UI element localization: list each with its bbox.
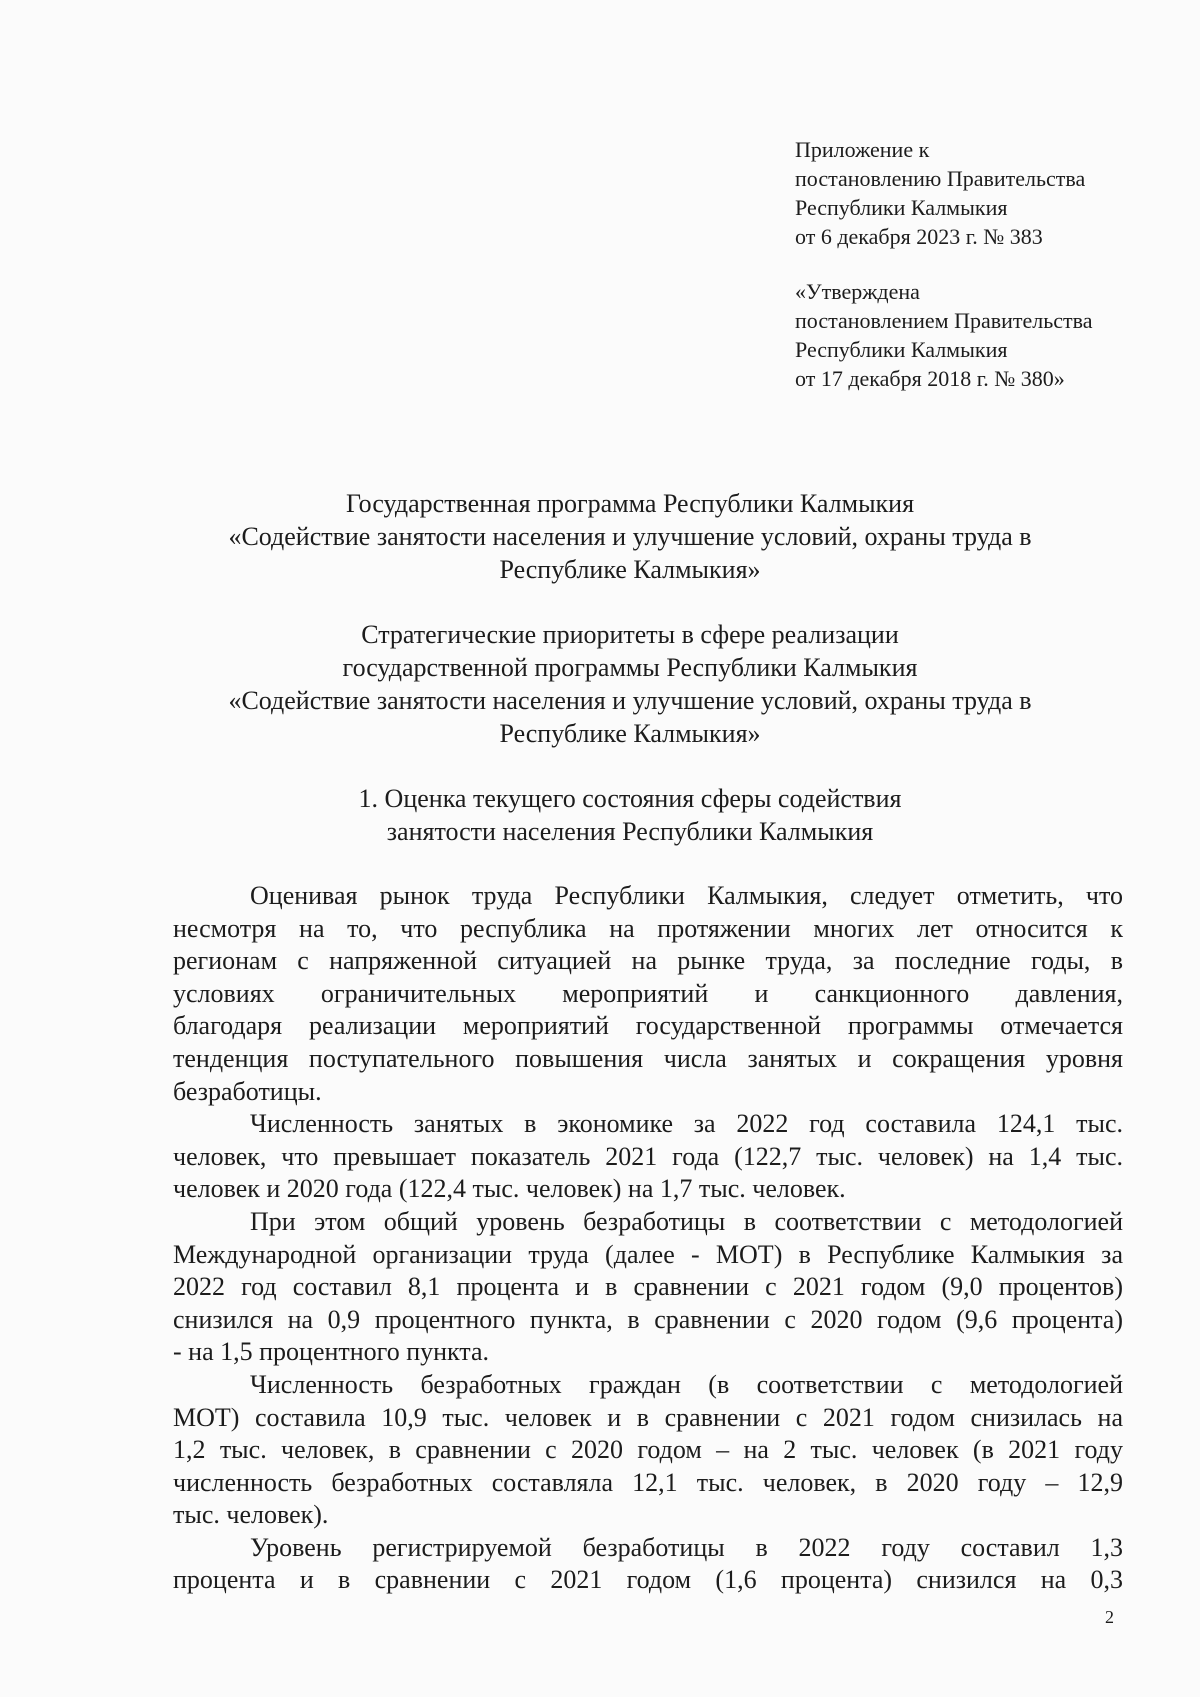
program-title [150,487,1110,586]
text-line: Оценивая рынок труда Республики Калмыкия, следует отметить, что [250,881,1123,910]
approval-note-line: от 17 декабря 2018 г. № 380» [795,366,1065,391]
priorities-title-line: Республике Калмыкия» [499,719,761,748]
approval-note-line: «Утверждена [795,279,920,304]
text-line: МОТ) составила 10,9 тыс. человек и в сравнении с 2021 годом снизилась на [173,1402,1123,1432]
appendix-note-line: Приложение к [795,137,930,162]
appendix-note-line: от 6 декабря 2023 г. № 383 [795,224,1043,249]
program-title-line: Государственная программа Республики Калмыкия [345,489,915,518]
text-line: несмотря на то, что республика на протяжении многих лет относится к [173,913,1123,943]
body-text [173,880,1123,1597]
priorities-title-line: «Содействие занятости населения и улучшение условий, охраны труда в [228,686,1032,715]
text-line: тенденция поступательного повышения числа занятых и сокращения уровня [173,1043,1123,1073]
text-line: человек, что превышает показатель 2021 года (122,7 тыс. человек) на 1,4 тыс. [173,1141,1123,1171]
priorities-title-line: Стратегические приоритеты в сфере реализации [361,620,899,649]
text-line: благодаря реализации мероприятий государственной программы отмечается [173,1011,1123,1041]
section-title [150,782,1110,848]
text-line: 1,2 тыс. человек, в сравнении с 2020 годом – на 2 тыс. человек (в 2021 году [173,1435,1123,1465]
paragraph-labor-market [173,880,1123,1108]
text-line: процента и в сравнении с 2021 годом (1,6 процента) снизился на 0,3 [173,1565,1123,1595]
text-line: человек и 2020 года (122,4 тыс. человек) на 1,7 тыс. человек. [173,1174,846,1204]
paragraph-registered-unemployment [173,1532,1123,1597]
appendix-note-line: постановлению Правительства [795,166,1086,191]
priorities-title-line: государственной программы Республики Калмыкия [342,653,918,682]
section-title-line: занятости населения Республики Калмыкия [386,817,874,846]
paragraph-unemployed-count [173,1369,1123,1532]
text-line: регионам с напряженной ситуацией на рынке труда, за последние годы, в [173,946,1123,976]
text-line: тыс. человек). [173,1500,329,1530]
section-title-line: 1. Оценка текущего состояния сферы содействия [358,784,902,813]
text-line: условиях ограничительных мероприятий и санкционного давления, [173,978,1123,1008]
appendix-note-line: Республики Калмыкия [795,195,1008,220]
approval-note-line: постановлением Правительства [795,308,1093,333]
program-title-line: «Содействие занятости населения и улучшение условий, охраны труда в [228,522,1032,551]
priorities-title [150,618,1110,750]
text-line: Численность занятых в экономике за 2022 год составила 124,1 тыс. [250,1109,1123,1139]
text-line: Численность безработных граждан (в соответствии с методологией [250,1369,1123,1399]
page-number: 2 [1105,1607,1114,1627]
text-line: Международной организации труда (далее - МОТ) в Республике Калмыкия за [173,1239,1123,1269]
text-line: безработицы. [173,1076,322,1106]
text-line: - на 1,5 процентного пункта. [173,1337,490,1367]
paragraph-employment [173,1108,1123,1206]
text-line: 2022 год составил 8,1 процента и в сравнении с 2021 годом (9,0 процентов) [173,1272,1123,1302]
text-line: снизился на 0,9 процентного пункта, в сравнении с 2020 годом (9,6 процента) [173,1304,1123,1334]
approval-note [795,277,1175,393]
text-line: При этом общий уровень безработицы в соответствии с методологией [250,1206,1123,1236]
program-title-line: Республике Калмыкия» [499,555,761,584]
appendix-note [795,135,1175,251]
approval-note-line: Республики Калмыкия [795,337,1008,362]
text-line: численность безработных составляла 12,1 тыс. человек, в 2020 году – 12,9 [173,1467,1123,1497]
text-line: Уровень регистрируемой безработицы в 2022 году составил 1,3 [250,1532,1123,1562]
paragraph-unemployment-rate [173,1206,1123,1369]
